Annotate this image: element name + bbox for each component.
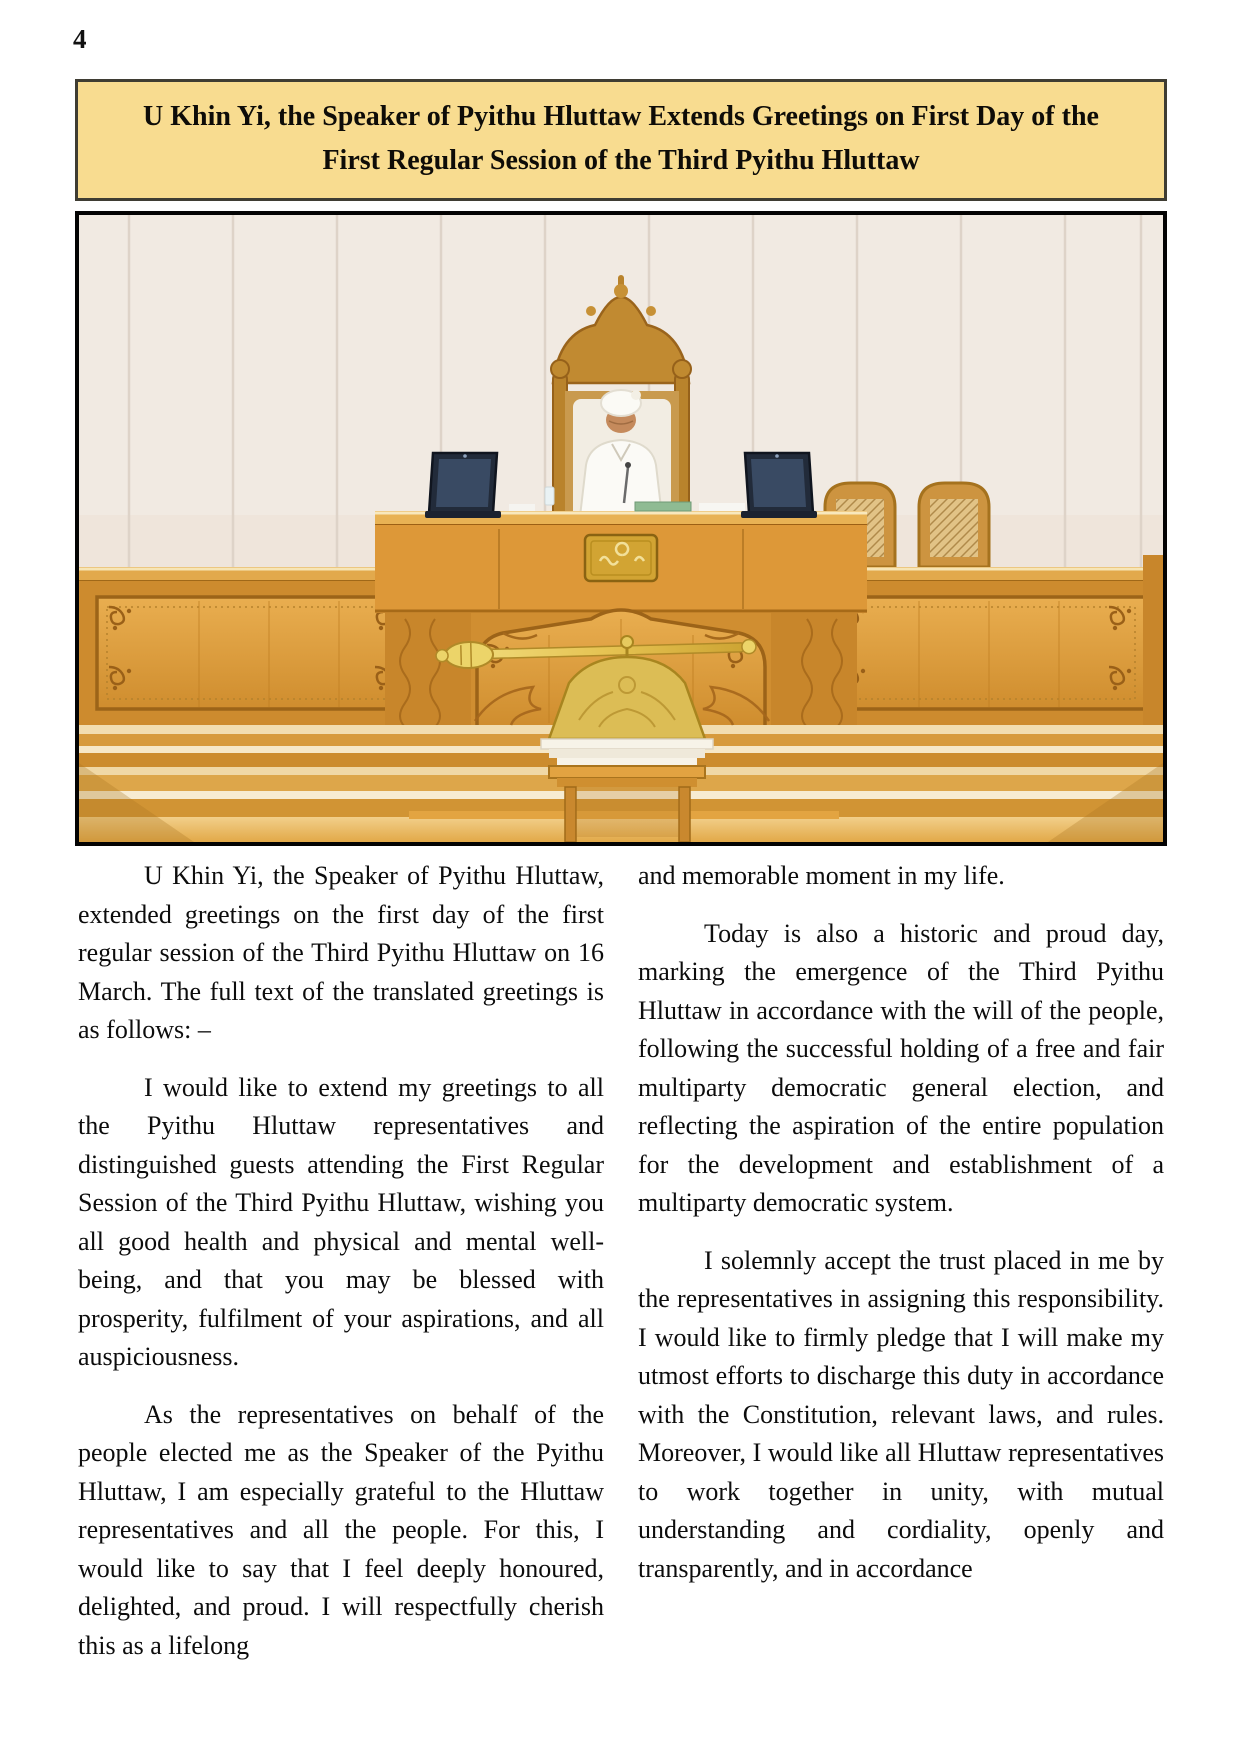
page-number: 4 (73, 24, 87, 54)
paragraph: I would like to extend my greetings to all the Pyithu Hluttaw representatives and distinguished guests attending the First Regular Session of the Third Pyithu Hluttaw, wishing you all good health and physical and mental well-being, and that you may be blessed with prosperity, fulfilment of your aspirations, and all auspiciousness. (78, 1072, 604, 1371)
speaker-desk (375, 511, 867, 613)
article-body (78, 857, 1164, 1684)
paragraph: and memorable moment in my life. (638, 861, 1005, 890)
paragraph: U Khin Yi, the Speaker of Pyithu Hluttaw, extended greetings on the first day of the first regular session of the Third Pyithu Hluttaw on 16 March. The full text of the translated greetings is as follows: – (78, 861, 604, 1044)
headline-box (75, 79, 1167, 201)
paragraph: I solemnly accept the trust placed in me by the representatives in assigning this responsibility. I would like to firmly pledge that I will make my utmost efforts to discharge this duty in accordance with the Constitution, relevant laws, and rules. Moreover, I would like all Hluttaw representatives to work together in unity, with mutual understanding and cordiality, openly and transparently, and in accordance (638, 1245, 1164, 1583)
column-left (78, 857, 604, 1684)
chairman-plaque (585, 535, 657, 581)
assembly-hall-photo (75, 211, 1167, 846)
paragraph: As the representatives on behalf of the people elected me as the Speaker of the Pyithu Hluttaw, I am especially grateful to the Hluttaw representatives and all the people. For this, I would like to say that I feel deeply honoured, delighted, and proud. I will respectfully cherish this as a lifelong (78, 1399, 604, 1660)
column-right (638, 857, 1164, 1684)
mace-table (541, 739, 713, 842)
assembly-hall-illustration (79, 215, 1163, 842)
laptop-left (425, 453, 501, 518)
headline-line-2: First Regular Session of the Third Pyithu Hluttaw (322, 145, 920, 176)
laptop-right (741, 453, 817, 518)
headline-line-1: U Khin Yi, the Speaker of Pyithu Hluttaw Extends Greetings on First Day of the (143, 101, 1099, 132)
paragraph: Today is also a historic and proud day, marking the emergence of the Third Pyithu Hluttaw in accordance with the will of the people, following the successful holding of a free and fair multiparty democratic general election, and reflecting the aspiration of the entire population for the development and establishment of a multiparty democratic system. (638, 918, 1164, 1217)
